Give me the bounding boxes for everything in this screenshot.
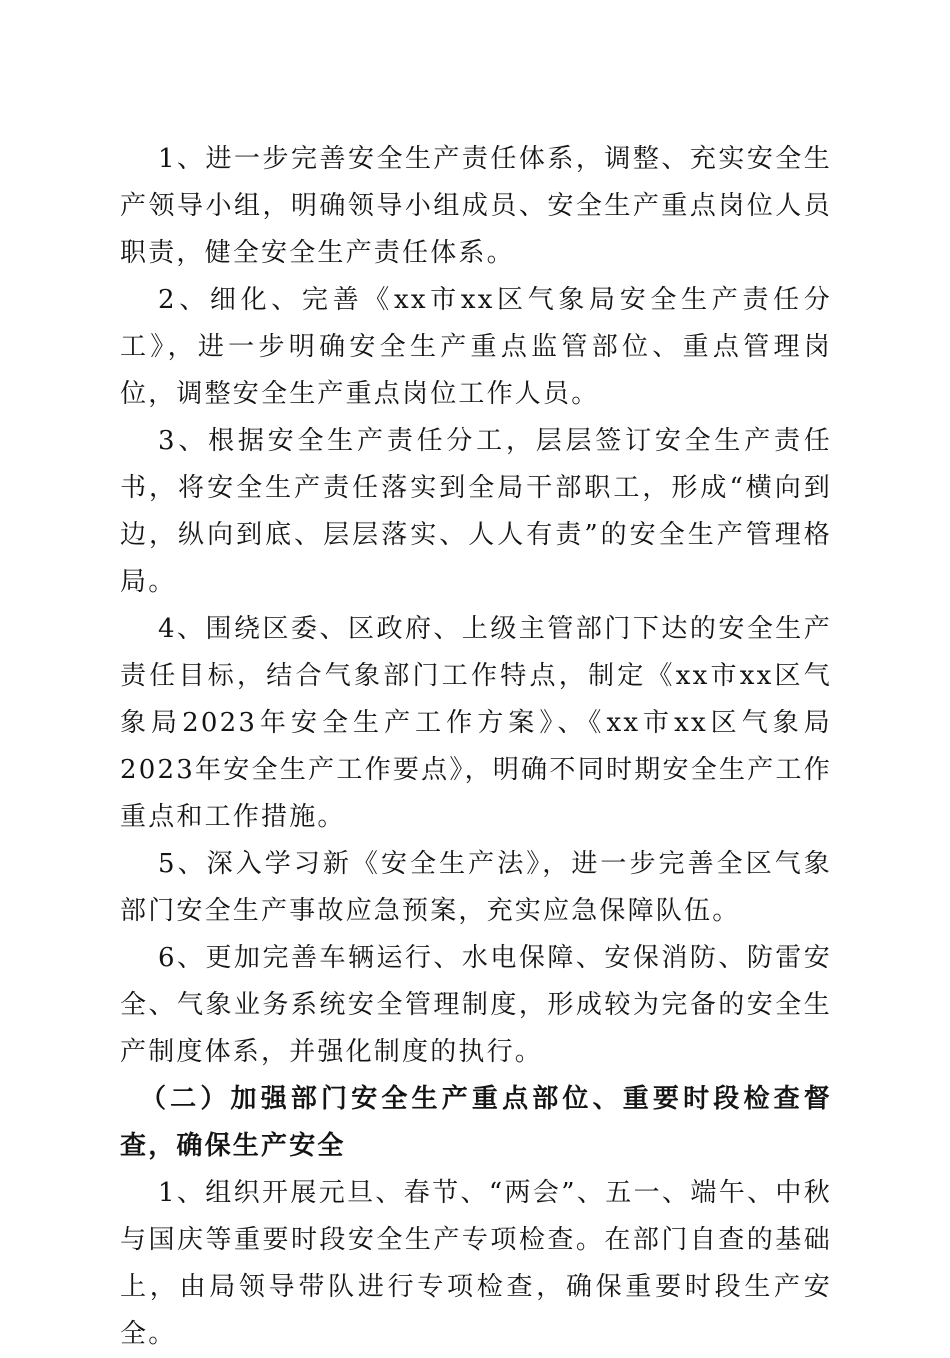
paragraph-5: 5、深入学习新《安全生产法》，进一步完善全区气象部门安全生产事故应急预案，充实应急保障队伍。 — [120, 849, 832, 926]
section-heading: （二）加强部门安全生产重点部位、重要时段检查督查，确保生产安全 — [120, 1084, 832, 1161]
document-body — [120, 136, 832, 1358]
paragraph-3: 3、根据安全生产责任分工，层层签订安全生产责任书，将安全生产责任落实到全局干部职工，形成“横向到边，纵向到底、层层落实、人人有责”的安全生产管理格局。 — [120, 426, 832, 597]
section-paragraph-1: 1、组织开展元旦、春节、“两会”、五一、端午、中秋与国庆等重要时段安全生产专项检查。在部门自查的基础上，由局领导带队进行专项检查，确保重要时段生产安全。 — [120, 1178, 832, 1349]
paragraph-6: 6、更加完善车辆运行、水电保障、安保消防、防雷安全、气象业务系统安全管理制度，形成较为完备的安全生产制度体系，并强化制度的执行。 — [120, 943, 832, 1067]
paragraph-2: 2、细化、完善《xx市xx区气象局安全生产责任分工》，进一步明确安全生产重点监管部位、重点管理岗位，调整安全生产重点岗位工作人员。 — [120, 285, 832, 409]
paragraph-1: 1、进一步完善安全生产责任体系，调整、充实安全生产领导小组，明确领导小组成员、安全生产重点岗位人员职责，健全安全生产责任体系。 — [120, 144, 832, 268]
paragraph-4: 4、围绕区委、区政府、上级主管部门下达的安全生产责任目标，结合气象部门工作特点，制定《xx市xx区气象局2023年安全生产工作方案》、《xx市xx区气象局2023年安全生产工作要点》，明确不同时期安全生产工作重点和工作措施。 — [120, 614, 832, 832]
